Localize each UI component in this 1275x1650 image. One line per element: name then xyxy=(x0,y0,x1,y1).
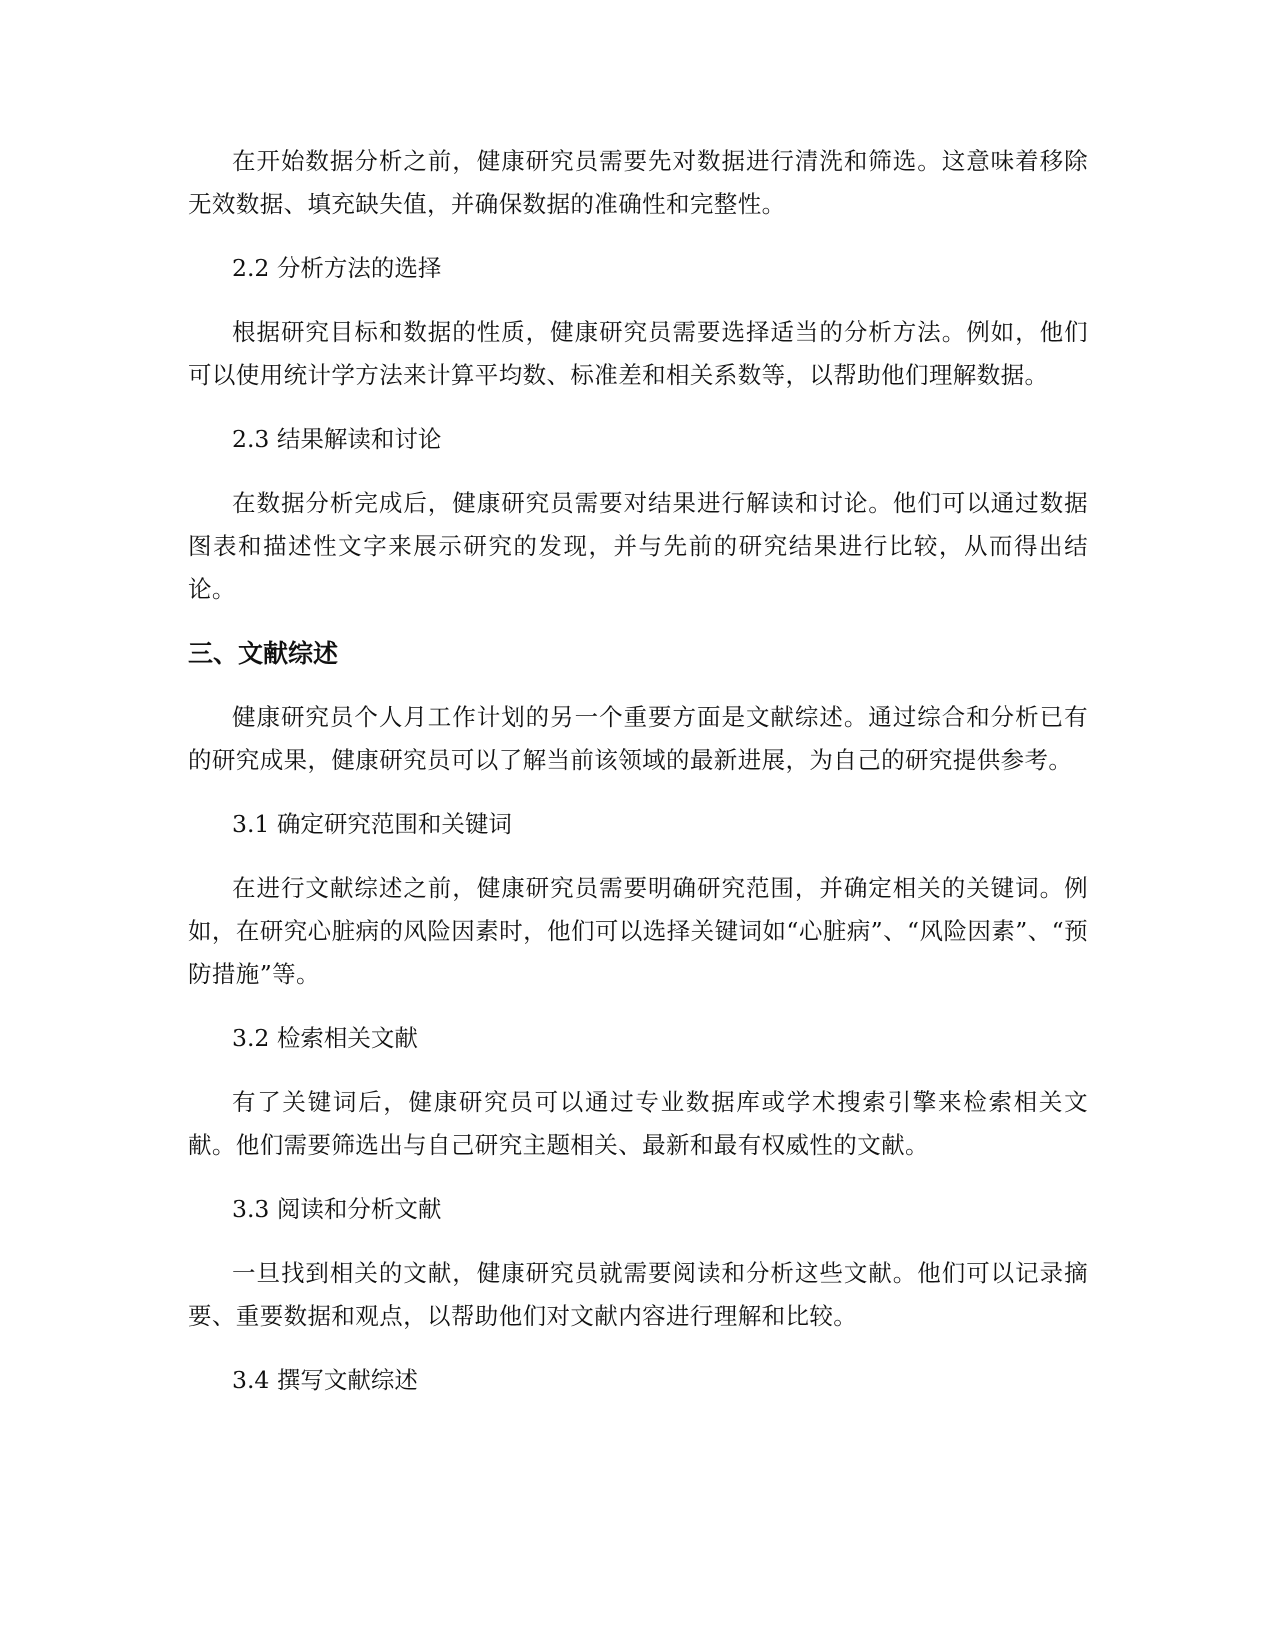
subheading-3-4: 3.4 撰写文献综述 xyxy=(232,1366,418,1394)
paragraph-read-analyze: 一旦找到相关的文献，健康研究员就需要阅读和分析这些文献。他们可以记录摘要、重要数据和观点，以帮助他们对文献内容进行理解和比较。 xyxy=(188,1259,1088,1330)
paragraph-search-literature: 有了关键词后，健康研究员可以通过专业数据库或学术搜索引擎来检索相关文献。他们需要筛选出与自己研究主题相关、最新和最有权威性的文献。 xyxy=(188,1088,1088,1159)
subheading-3-1: 3.1 确定研究范围和关键词 xyxy=(232,810,512,838)
paragraph-data-cleaning: 在开始数据分析之前，健康研究员需要先对数据进行清洗和筛选。这意味着移除无效数据、填充缺失值，并确保数据的准确性和完整性。 xyxy=(188,147,1088,218)
paragraph-results-discussion: 在数据分析完成后，健康研究员需要对结果进行解读和讨论。他们可以通过数据图表和描述性文字来展示研究的发现，并与先前的研究结果进行比较，从而得出结论。 xyxy=(188,489,1088,603)
paragraph-literature-intro: 健康研究员个人月工作计划的另一个重要方面是文献综述。通过综合和分析已有的研究成果，健康研究员可以了解当前该领域的最新进展，为自己的研究提供参考。 xyxy=(188,703,1088,774)
document-page xyxy=(188,140,1088,1423)
section-heading-literature-review: 三、文献综述 xyxy=(188,639,339,668)
subheading-2-2: 2.2 分析方法的选择 xyxy=(232,254,442,282)
subheading-3-3: 3.3 阅读和分析文献 xyxy=(232,1195,442,1223)
paragraph-analysis-method: 根据研究目标和数据的性质，健康研究员需要选择适当的分析方法。例如，他们可以使用统计学方法来计算平均数、标准差和相关系数等，以帮助他们理解数据。 xyxy=(188,318,1088,389)
subheading-3-2: 3.2 检索相关文献 xyxy=(232,1024,418,1052)
subheading-2-3: 2.3 结果解读和讨论 xyxy=(232,425,442,453)
paragraph-scope-keywords: 在进行文献综述之前，健康研究员需要明确研究范围，并确定相关的关键词。例如，在研究心脏病的风险因素时，他们可以选择关键词如“心脏病”、“风险因素”、“预防措施”等。 xyxy=(188,874,1088,988)
